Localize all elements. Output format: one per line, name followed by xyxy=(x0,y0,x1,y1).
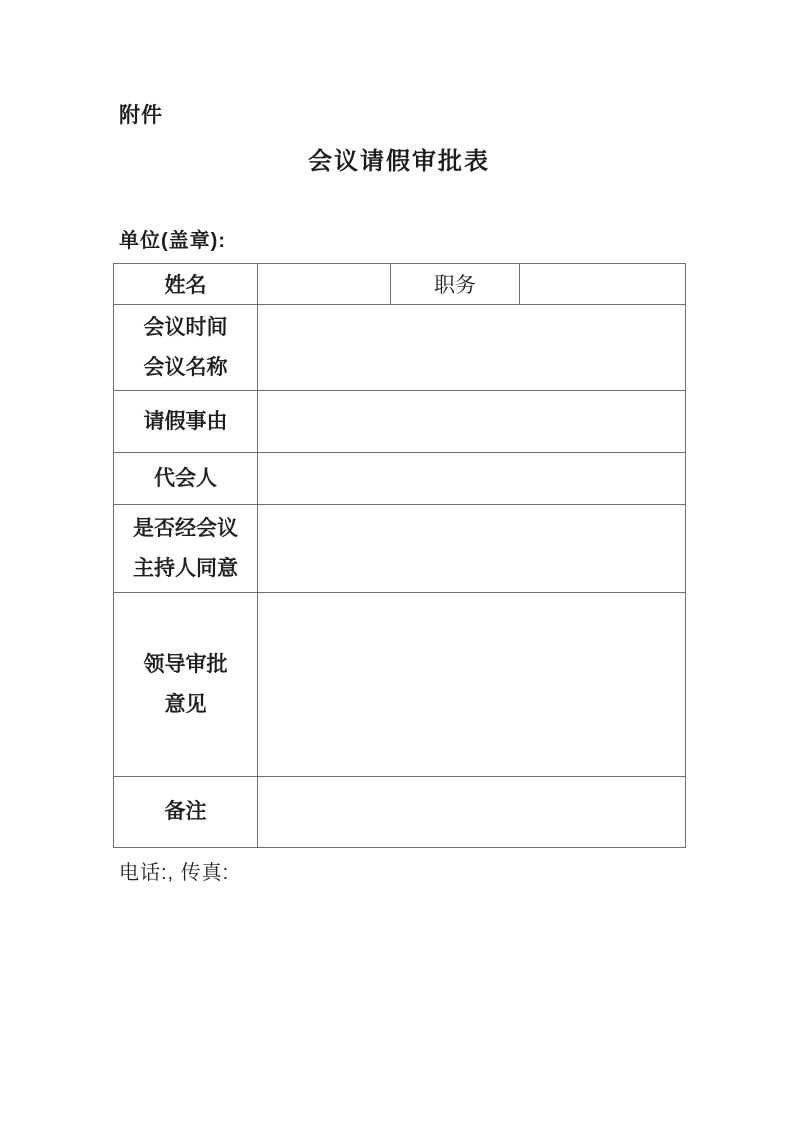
row-label-line: 主持人同意 xyxy=(133,556,238,580)
table-row xyxy=(114,305,686,391)
position-label-cell: 职务 xyxy=(391,264,520,305)
name-label-cell: 姓名 xyxy=(114,264,258,305)
remarks-value-cell xyxy=(258,777,686,848)
meeting-time-name-label-cell xyxy=(114,305,258,391)
page-title: 会议请假审批表 xyxy=(308,148,490,175)
row-label-line: 会议时间 xyxy=(143,315,228,339)
table-row xyxy=(114,777,686,848)
leader-approval-value-cell xyxy=(258,593,686,777)
row-label-line: 是否经会议 xyxy=(133,516,238,540)
leave-reason-label-cell xyxy=(114,391,258,453)
leader-approval-label-cell xyxy=(114,593,258,777)
substitute-attendee-label-cell xyxy=(114,453,258,505)
leave-reason-value-cell xyxy=(258,391,686,453)
table-row xyxy=(114,391,686,453)
row-label-line: 备注 xyxy=(164,800,207,823)
row-label-line: 领导审批 xyxy=(143,652,228,676)
remarks-label-cell xyxy=(114,777,258,848)
meeting-time-name-value-cell xyxy=(258,305,686,391)
row-label-line: 会议名称 xyxy=(143,355,228,379)
unit-seal-label: 单位(盖章): xyxy=(119,230,226,252)
substitute-attendee-value-cell xyxy=(258,453,686,505)
row-label-line: 意见 xyxy=(164,692,207,716)
attachment-label: 附件 xyxy=(119,104,163,127)
table-row xyxy=(114,453,686,505)
position-value-cell xyxy=(520,264,686,305)
table-row xyxy=(114,505,686,593)
name-value-cell xyxy=(258,264,391,305)
row-label-line: 请假事由 xyxy=(143,409,228,433)
table-row xyxy=(114,264,686,305)
approval-form-table xyxy=(113,263,686,848)
contact-line: 电话:, 传真: xyxy=(119,862,230,884)
host-consent-value-cell xyxy=(258,505,686,593)
table-row xyxy=(114,593,686,777)
row-label-line: 代会人 xyxy=(154,466,217,490)
host-consent-label-cell xyxy=(114,505,258,593)
